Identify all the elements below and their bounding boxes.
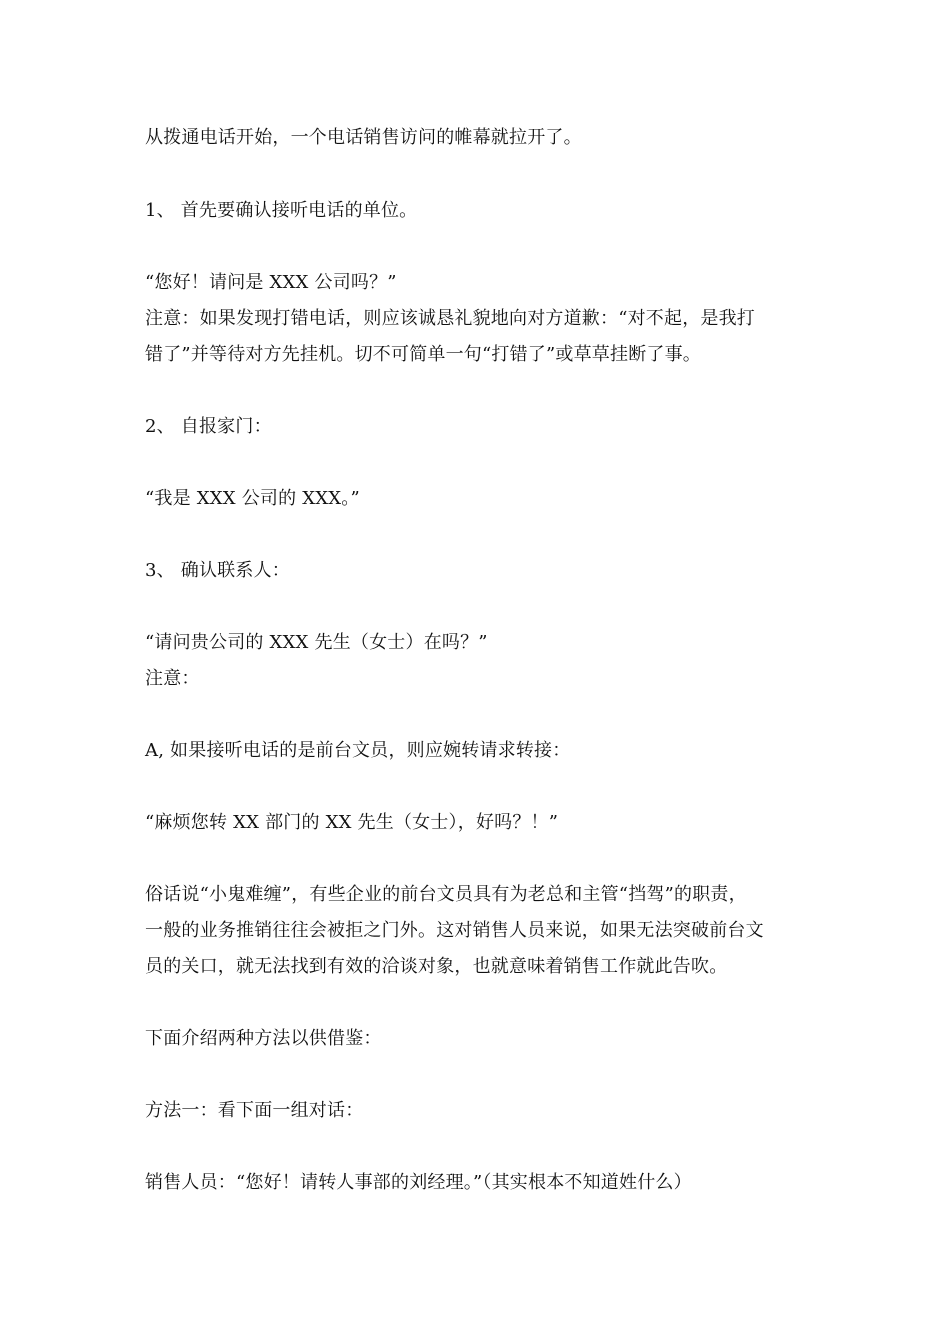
paragraph-gatekeeper-line-3: 员的关口，就无法找到有效的洽谈对象，也就意味着销售工作就此告吹。 <box>145 956 728 977</box>
note-wrong-number-line-2: 错了”并等待对方先挂机。切不可简单一句“打错了”或草草挂断了事。 <box>145 344 702 365</box>
quote-contact: “请问贵公司的 XXX 先生（女士）在吗？” <box>145 632 488 653</box>
method-1-heading: 方法一：看下面一组对话： <box>145 1100 364 1121</box>
quote-self-intro: “我是 XXX 公司的 XXX。” <box>145 488 360 509</box>
step-1-heading: 1、 首先要确认接听电话的单位。 <box>145 200 418 221</box>
paragraph-gatekeeper-line-2: 一般的业务推销往往会被拒之门外。这对销售人员来说，如果无法突破前台文 <box>145 920 764 941</box>
quote-greeting: “您好！请问是 XXX 公司吗？” <box>145 272 397 293</box>
dialogue-line-1: 销售人员：“您好！请转人事部的刘经理。”（其实根本不知道姓什么） <box>145 1172 692 1193</box>
step-3-heading: 3、 确认联系人： <box>145 560 290 581</box>
methods-intro: 下面介绍两种方法以供借鉴： <box>145 1028 382 1049</box>
paragraph-gatekeeper-line-1: 俗话说“小鬼难缠”，有些企业的前台文员具有为老总和主管“挡驾”的职责， <box>145 884 747 905</box>
point-a: A, 如果接听电话的是前台文员，则应婉转请求转接： <box>145 740 571 761</box>
step-2-heading: 2、 自报家门： <box>145 416 272 437</box>
note-wrong-number-line-1: 注意：如果发现打错电话，则应该诚恳礼貌地向对方道歉：“对不起，是我打 <box>145 308 755 329</box>
note-label: 注意： <box>145 668 200 689</box>
quote-transfer: “麻烦您转 XX 部门的 XX 先生（女士），好吗？！” <box>145 812 559 833</box>
paragraph-intro: 从拨通电话开始，一个电话销售访问的帷幕就拉开了。 <box>145 127 582 148</box>
